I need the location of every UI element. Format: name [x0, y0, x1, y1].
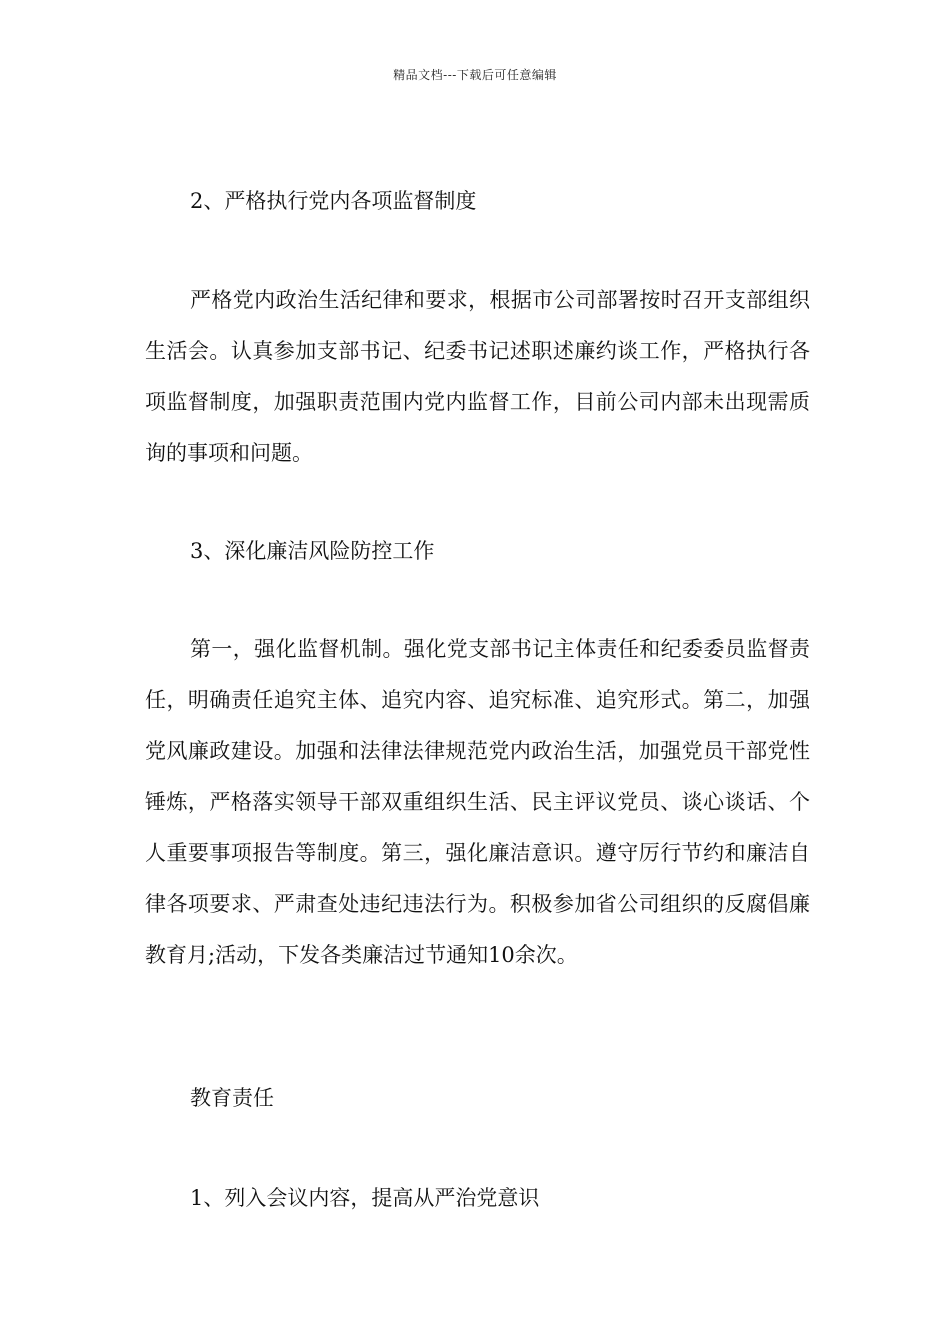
paragraph-supervision: 严格党内政治生活纪律和要求，根据市公司部署按时召开支部组织生活会。认真参加支部书记、纪委书记述职述廉约谈工作，严格执行各项监督制度，加强职责范围内党内监督工作，目前公司内部未出现需质询的事项和问题。: [145, 288, 810, 465]
section-heading-risk-control: 3、深化廉洁风险防控工作: [190, 539, 435, 563]
section-heading-education: 教育责任: [190, 1086, 274, 1110]
section-heading-meeting: 1、列入会议内容，提高从严治党意识: [190, 1186, 540, 1210]
section-heading-supervision: 2、严格执行党内各项监督制度: [190, 189, 477, 213]
paragraph-risk-control: 第一，强化监督机制。强化党支部书记主体责任和纪委委员监督责任，明确责任追究主体、追究内容、追究标准、追究形式。第二，加强党风廉政建设。加强和法律法律规范党内政治生活，加强党员干部党性锤炼，严格落实领导干部双重组织生活、民主评议党员、谈心谈话、个人重要事项报告等制度。第三，强化廉洁意识。遵守厉行节约和廉洁自律各项要求、严肃查处违纪违法行为。积极参加省公司组织的反腐倡廉教育月;活动，下发各类廉洁过节通知10余次。: [145, 637, 810, 967]
page-header: 精品文档---下载后可任意编辑: [393, 68, 557, 82]
